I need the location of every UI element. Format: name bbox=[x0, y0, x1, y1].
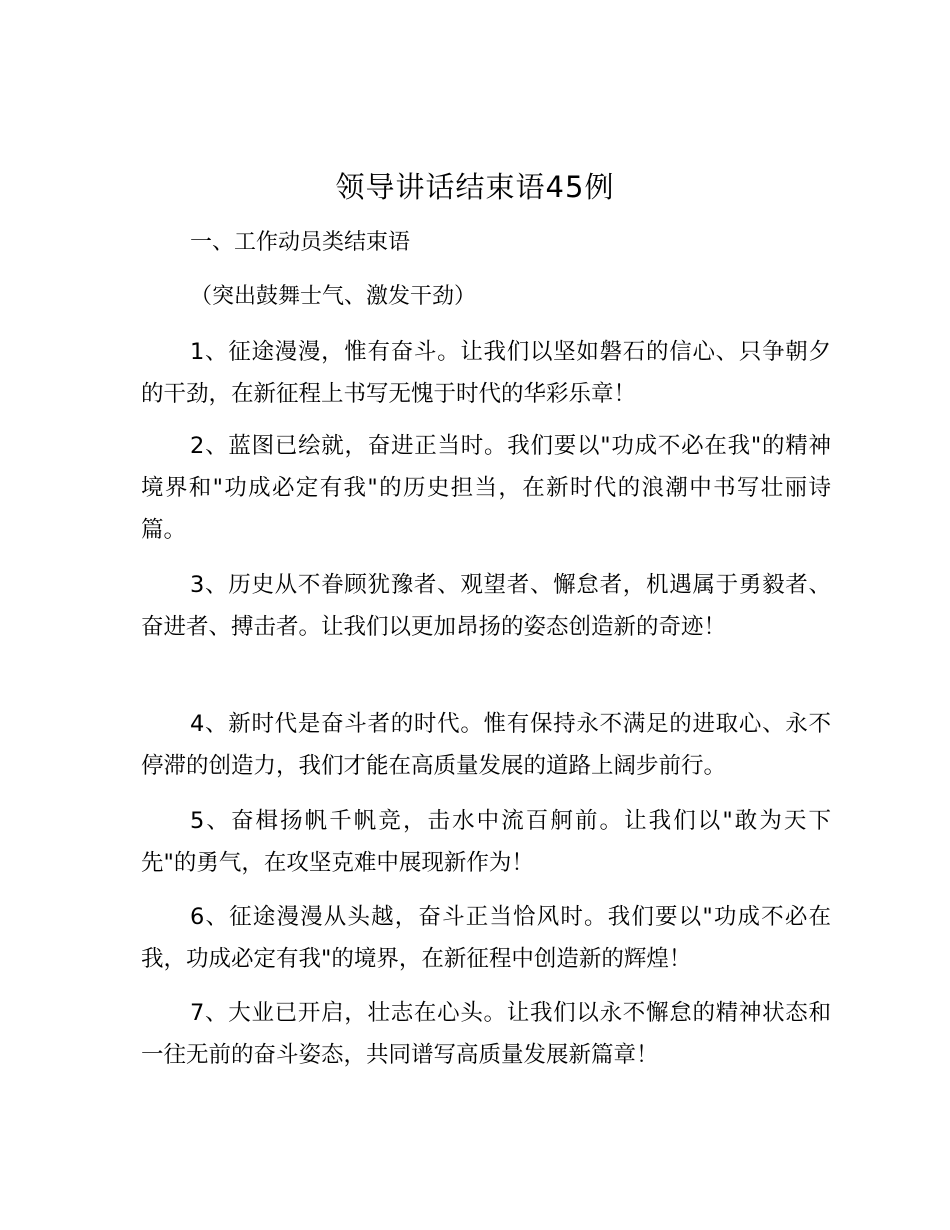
paragraph-3: 3、历史从不眷顾犹豫者、观望者、懈怠者，机遇属于勇毅者、奋进者、搏击者。让我们以更加昂扬的姿态创造新的奇迹！ bbox=[141, 572, 831, 640]
paragraph-1: 1、征途漫漫，惟有奋斗。让我们以坚如磐石的信心、只争朝夕的干劲，在新征程上书写无愧于时代的华彩乐章！ bbox=[141, 339, 831, 407]
section-subheading: （突出鼓舞士气、激发干劲） bbox=[190, 284, 477, 309]
page-title: 领导讲话结束语45例 bbox=[335, 170, 615, 204]
section-heading: 一、工作动员类结束语 bbox=[190, 230, 411, 255]
paragraph-5: 5、奋楫扬帆千帆竞，击水中流百舸前。让我们以"敢为天下先"的勇气，在攻坚克难中展现新作为！ bbox=[141, 808, 831, 876]
paragraph-6: 6、征途漫漫从头越，奋斗正当恰风时。我们要以"功成不必在我，功成必定有我"的境界，在新征程中创造新的辉煌！ bbox=[141, 904, 831, 972]
paragraph-7: 7、大业已开启，壮志在心头。让我们以永不懈怠的精神状态和一往无前的奋斗姿态，共同谱写高质量发展新篇章！ bbox=[141, 1000, 831, 1068]
paragraph-2: 2、蓝图已绘就，奋进正当时。我们要以"功成不必在我"的精神境界和"功成必定有我"的历史担当，在新时代的浪潮中书写壮丽诗篇。 bbox=[141, 433, 831, 543]
paragraph-4: 4、新时代是奋斗者的时代。惟有保持永不满足的进取心、永不停滞的创造力，我们才能在高质量发展的道路上阔步前行。 bbox=[141, 711, 831, 779]
